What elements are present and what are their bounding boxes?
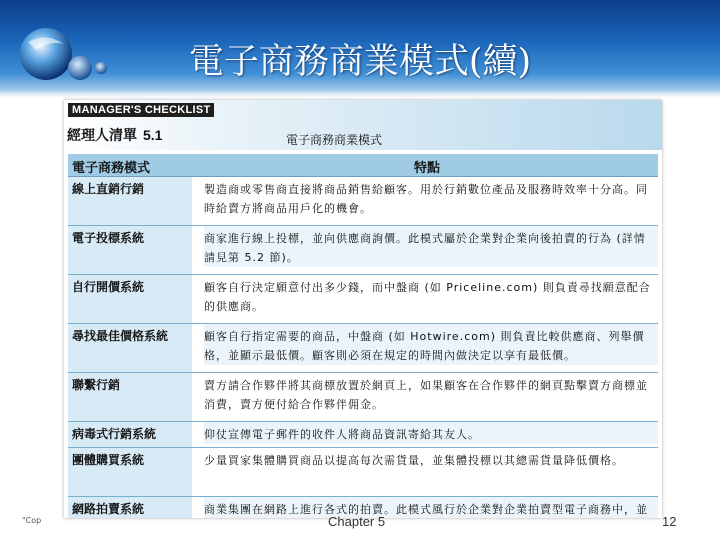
checklist-label	[67, 125, 162, 145]
table-row	[68, 422, 658, 448]
row-model: 病毒式行銷系統	[72, 427, 157, 441]
table-title: 電子商務商業模式	[286, 133, 383, 147]
table-row	[68, 373, 658, 422]
row-model: 電子投標系統	[72, 231, 145, 245]
row-features: 仰仗宣傳電子郵件的收件人將商品資訊寄給其友人。	[204, 422, 658, 444]
table-row	[68, 448, 658, 497]
row-model: 聯繫行銷	[72, 378, 121, 392]
table-row	[68, 324, 658, 373]
globe-logo-icon	[6, 12, 116, 92]
row-model: 網路拍賣系統	[72, 502, 145, 516]
slide-header-band	[0, 0, 720, 98]
table-row	[68, 275, 658, 324]
column-header-model: 電子商務模式	[72, 161, 151, 176]
row-features: 製造商或零售商直接將商品銷售給顧客。用於行銷數位產品及服務時效率十分高。同時給賣方將商品用戶化的機會。	[204, 183, 648, 215]
table-body	[68, 177, 658, 518]
managers-checklist-figure	[64, 100, 662, 518]
row-features: 顧客自行指定需要的商品，中盤商 (如 Hotwire.com) 則負責比較供應商、列舉價格，並顯示最低價。顧客則必須在規定的時間內做決定以享有最低價。	[204, 324, 658, 365]
managers-checklist-badge: MANAGER'S CHECKLIST	[68, 103, 214, 117]
footer-page-number: 12	[662, 514, 677, 529]
checklist-label-zh: 經理人清單	[67, 128, 137, 144]
row-features: 少量買家集體購買商品以提高每次需貨量，並集體投標以其總需貨量降低價格。	[204, 454, 624, 467]
column-header-features: 特點	[414, 161, 441, 176]
row-features: 商業集團在網路上進行各式的拍賣。此模式風行於企業對企業拍賣型電子商務中，並	[204, 497, 658, 518]
row-model: 線上直銷行銷	[72, 182, 145, 196]
footer-chapter: Chapter 5	[328, 514, 386, 529]
row-model: 尋找最佳價格系統	[72, 329, 169, 343]
slide-title: 電子商務商業模式(續)	[188, 42, 532, 82]
table-row	[68, 226, 658, 275]
row-features: 賣方請合作夥伴將其商標放置於網頁上，如果顧客在合作夥伴的網頁點擊賣方商標並消費，賣方便付給合作夥伴佣金。	[204, 379, 648, 411]
table-column-header	[68, 154, 658, 177]
row-features: 顧客自行決定願意付出多少錢，而中盤商 (如 Priceline.com) 則負責尋找願意配合的供應商。	[204, 281, 651, 313]
table-row	[68, 177, 658, 226]
checklist-header	[64, 100, 662, 150]
row-model: 自行開價系統	[72, 280, 145, 294]
footer-copyright: "Cop	[22, 516, 42, 525]
row-features: 商家進行線上投標，並向供應商詢價。此模式屬於企業對企業向後拍賣的行為 (詳情請見第 5.2 節)。	[204, 226, 658, 267]
checklist-number: 5.1	[143, 127, 163, 143]
row-model: 團體購買系統	[72, 453, 145, 467]
